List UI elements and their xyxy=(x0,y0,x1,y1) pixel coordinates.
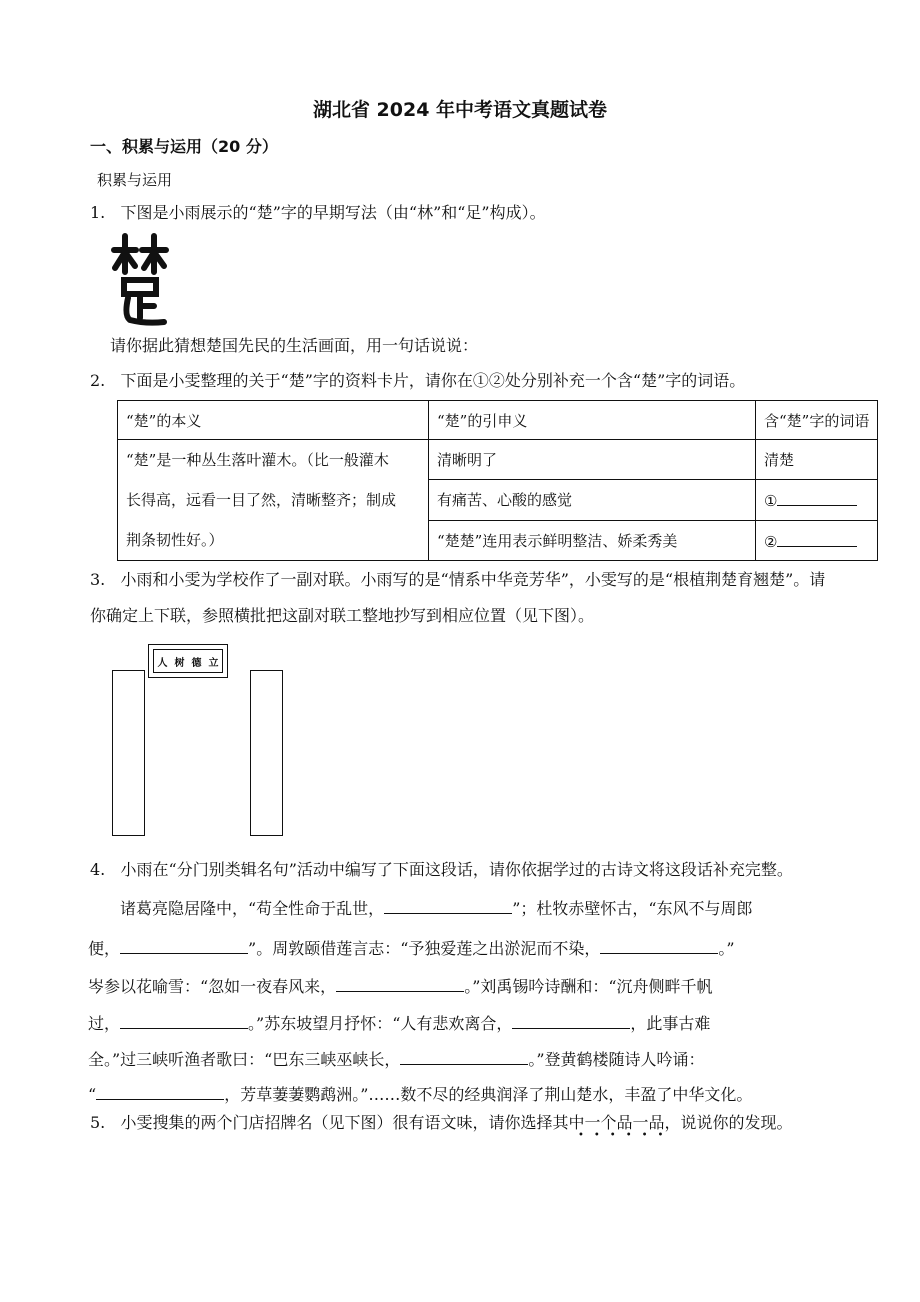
text-line: “楚”是一种丛生落叶灌木。（比一般灌木 xyxy=(126,451,389,469)
text: 全。”过三峡听渔者歌曰：“巴东三峡巫峡长， xyxy=(88,1050,401,1069)
emphasis-dots: •••••• xyxy=(578,1130,674,1141)
answer-blank-1[interactable] xyxy=(756,480,878,520)
text: 。” xyxy=(718,939,735,958)
header-cell: 含“楚”字的词语 xyxy=(756,401,878,440)
banner-char: 德 xyxy=(191,657,202,669)
question-text: 小雨和小雯为学校作了一副对联。小雨写的是“情系中华竞芳华”，小雯写的是“根植荆楚育翘楚”。请 xyxy=(120,570,826,589)
fill-blank[interactable] xyxy=(336,975,464,992)
table-cell: 有痛苦、心酸的感觉 xyxy=(429,480,756,520)
paragraph-line xyxy=(88,937,735,959)
couplet-banner xyxy=(148,644,228,678)
text: ”；杜牧赤壁怀古，“东风不与周郎 xyxy=(512,899,753,918)
text: ”。周敦颐借莲言志：“予独爱莲之出淤泥而不染， xyxy=(248,939,601,958)
text: “ xyxy=(88,1085,97,1104)
paragraph-line xyxy=(88,975,713,997)
question-text: 下面是小雯整理的关于“楚”字的资料卡片，请你在①②处分别补充一个含“楚”字的词语。 xyxy=(120,371,746,390)
section-heading: 一、积累与运用（20 分） xyxy=(90,137,278,156)
ancient-chu-character-image xyxy=(110,232,170,327)
table-cell: 清晰明了 xyxy=(429,440,756,480)
original-meaning-cell xyxy=(118,440,429,561)
text: 岑参以花喻雪：“忽如一夜春风来， xyxy=(88,977,337,996)
question-number: 3. xyxy=(90,570,106,589)
right-couplet-box[interactable] xyxy=(250,670,283,836)
header-cell: “楚”的引申义 xyxy=(429,401,756,440)
question-4 xyxy=(90,860,793,880)
fill-blank[interactable] xyxy=(600,937,718,954)
text: ，芳草萋萋鹦鹉洲。”……数不尽的经典润泽了荆山楚水，丰盈了中华文化。 xyxy=(224,1085,753,1104)
question-number: 2. xyxy=(90,371,106,390)
page-title: 湖北省 2024 年中考语文真题试卷 xyxy=(312,99,608,121)
text-line: 荆条韧性好。） xyxy=(126,531,224,549)
fill-blank[interactable] xyxy=(120,1012,248,1029)
header-cell: “楚”的本义 xyxy=(118,401,429,440)
question-number: 1. xyxy=(90,203,106,222)
couplet-diagram xyxy=(100,638,300,838)
question-text: 小雨在“分门别类辑名句”活动中编写了下面这段话，请你依据学过的古诗文将这段话补充完整。 xyxy=(120,860,793,879)
text: ，此事古难 xyxy=(630,1014,711,1033)
text-line: 长得高，远看一目了然，清晰整齐；制成 xyxy=(126,491,397,509)
table-cell: “楚楚”连用表示鲜明整洁、娇柔秀美 xyxy=(429,520,756,560)
fill-blank[interactable] xyxy=(384,897,512,914)
text: 诸葛亮隐居隆中，“苟全性命于乱世， xyxy=(120,899,385,918)
question-2 xyxy=(90,371,745,391)
question-3 xyxy=(90,570,825,590)
answer-blank-2[interactable] xyxy=(756,520,878,560)
paragraph-line xyxy=(88,1012,710,1034)
fill-blank[interactable] xyxy=(512,1012,630,1029)
paragraph-line xyxy=(88,1083,752,1105)
text: 过， xyxy=(88,1014,121,1033)
question-3-line2: 你确定上下联，参照横批把这副对联工整地抄写到相应位置（见下图）。 xyxy=(90,606,595,625)
table-cell: 清楚 xyxy=(756,440,878,480)
paragraph-line xyxy=(120,897,753,919)
question-text: 小雯搜集的两个门店招牌名（见下图）很有语文味，请你选择其中一个品一品，说说你的发现。 xyxy=(120,1113,793,1132)
question-5 xyxy=(90,1113,793,1133)
question-number: 5. xyxy=(90,1113,106,1132)
text: 。”登黄鹤楼随诗人吟诵： xyxy=(528,1050,705,1069)
chu-info-card-table xyxy=(117,400,878,561)
question-1-prompt: 请你据此猜想楚国先民的生活画面，用一句话说说： xyxy=(110,336,479,355)
question-number: 4. xyxy=(90,860,106,879)
subsection-label: 积累与运用 xyxy=(97,171,173,189)
banner-char: 立 xyxy=(208,657,219,669)
paragraph-line xyxy=(88,1048,705,1070)
text: 。”苏东坡望月抒怀：“人有悲欢离合， xyxy=(248,1014,513,1033)
question-text: 下图是小雨展示的“楚”字的早期写法（由“林”和“足”构成）。 xyxy=(120,203,546,222)
banner-char: 人 xyxy=(157,657,168,669)
fill-blank[interactable] xyxy=(400,1048,528,1065)
blank-marker: ① xyxy=(764,492,778,511)
banner-char: 树 xyxy=(174,657,185,669)
text: 。”刘禹锡吟诗酬和：“沉舟侧畔千帆 xyxy=(464,977,713,996)
fill-blank[interactable] xyxy=(96,1083,224,1100)
fill-blank[interactable] xyxy=(120,937,248,954)
question-1 xyxy=(90,203,546,223)
left-couplet-box[interactable] xyxy=(112,670,145,836)
blank-marker: ② xyxy=(764,532,778,551)
text: 便， xyxy=(88,939,121,958)
